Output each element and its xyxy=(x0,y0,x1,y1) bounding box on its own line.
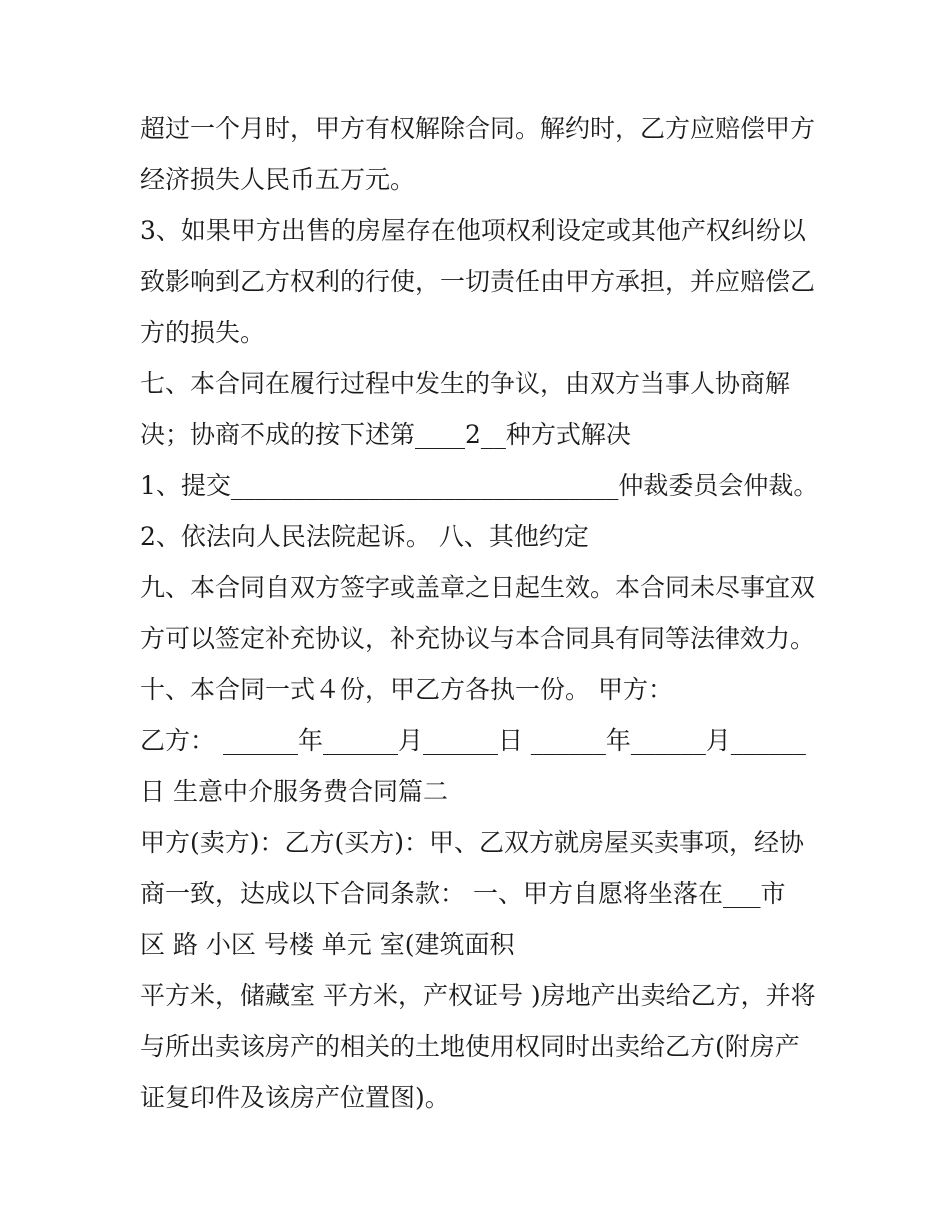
text-line: 3、如果甲方出售的房屋存在他项权利设定或其他产权纠纷以 xyxy=(140,216,806,245)
section-heading: 日 生意中介服务费合同篇二 xyxy=(140,777,448,806)
text-line: 七、本合同在履行过程中发生的争议，由双方当事人协商解 xyxy=(140,369,791,398)
text-line: 九、本合同自双方签字或盖章之日起生效。本合同未尽事宜双 xyxy=(140,573,816,602)
text-line: 甲方(卖方)：乙方(买方)：甲、乙双方就房屋买卖事项，经协 xyxy=(140,828,805,857)
text-line: 决；协商不成的按下述第____2__种方式解决 xyxy=(140,420,631,449)
text-line: 十、本合同一式４份，甲乙方各执一份。 甲方： xyxy=(140,675,673,704)
text-line: 乙方： ______年______月______日 ______年______月______ xyxy=(140,726,806,755)
text-line: 与所出卖该房产的相关的土地使用权同时出卖给乙方(附房产 xyxy=(140,1032,800,1061)
text-line: 2、依法向人民法院起诉。 八、其他约定 xyxy=(140,522,589,551)
text-line: 平方米，储藏室 平方米，产权证号 )房地产出卖给乙方，并将 xyxy=(140,981,816,1010)
text-line: 1、提交_______________________________仲裁委员会仲裁。 xyxy=(140,471,819,500)
text-line: 商一致，达成以下合同条款： 一、甲方自愿将坐落在___市 xyxy=(140,879,786,908)
text-line: 方可以签定补充协议，补充协议与本合同具有同等法律效力。 xyxy=(140,624,816,653)
text-line: 致影响到乙方权利的行使，一切责任由甲方承担，并应赔偿乙 xyxy=(140,267,816,296)
text-line: 超过一个月时，甲方有权解除合同。解约时，乙方应赔偿甲方 xyxy=(140,114,816,143)
text-line: 证复印件及该房产位置图)。 xyxy=(140,1083,450,1112)
text-line: 经济损失人民币五万元。 xyxy=(140,165,416,194)
contract-text xyxy=(140,103,820,1123)
text-line: 区 路 小区 号楼 单元 室(建筑面积 xyxy=(140,930,515,959)
text-line: 方的损失。 xyxy=(140,318,266,347)
